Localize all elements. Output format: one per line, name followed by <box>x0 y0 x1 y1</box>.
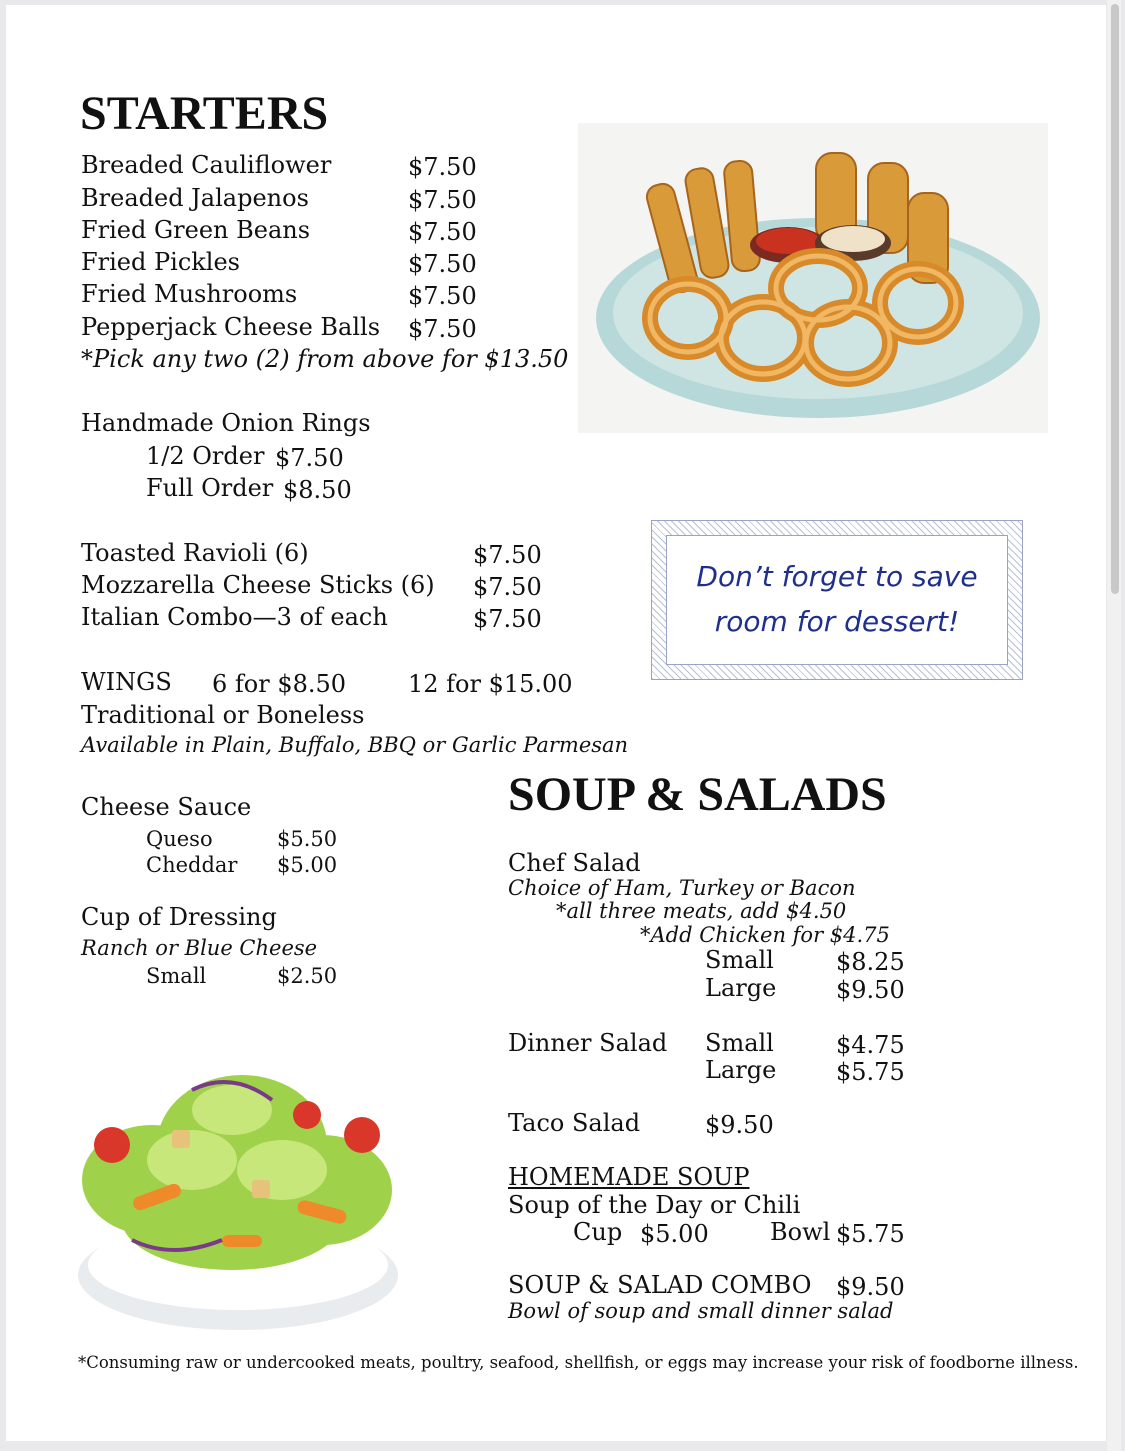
scrollbar-thumb[interactable] <box>1111 4 1119 594</box>
onion-rings-full-label: Full Order <box>146 474 274 502</box>
menu-item-price: $7.50 <box>408 153 477 181</box>
menu-item-name: Mozzarella Cheese Sticks (6) <box>81 571 435 599</box>
soup-cup: Cup <box>573 1218 623 1246</box>
menu-item-name: Toasted Ravioli (6) <box>81 539 309 567</box>
dressing-price: $2.50 <box>277 964 338 988</box>
chef-salad-choice: Choice of Ham, Turkey or Bacon <box>508 876 856 900</box>
dessert-line-1: Don’t forget to save <box>696 560 978 594</box>
wings-label: WINGS <box>81 668 172 696</box>
menu-page <box>6 5 1106 1441</box>
onion-rings-half-price: $7.50 <box>275 444 344 472</box>
menu-item-name: Breaded Cauliflower <box>81 151 332 179</box>
menu-item-price: $7.50 <box>473 541 542 569</box>
combo-price: $9.50 <box>836 1273 905 1301</box>
dinner-salad-large-price: $5.75 <box>836 1058 905 1086</box>
chef-salad-add-chicken: *Add Chicken for $4.75 <box>640 923 890 947</box>
cheese-option-name: Queso <box>146 827 213 851</box>
chef-salad-small-price: $8.25 <box>836 948 905 976</box>
dressing-types: Ranch or Blue Cheese <box>81 936 318 960</box>
wings-twelve-price: 12 for $15.00 <box>408 670 573 698</box>
chef-salad-large: Large <box>705 974 777 1002</box>
chef-salad-small: Small <box>705 946 774 974</box>
menu-item-price: $7.50 <box>408 218 477 246</box>
dinner-salad-large: Large <box>705 1056 777 1084</box>
cheese-option-price: $5.00 <box>277 853 338 877</box>
onion-rings-full-price: $8.50 <box>283 476 352 504</box>
dinner-salad-small: Small <box>705 1029 774 1057</box>
onion-rings-half-label: 1/2 Order <box>146 442 265 470</box>
starters-heading: STARTERS <box>80 87 329 140</box>
soup-bowl-price: $5.75 <box>836 1220 905 1248</box>
dressing-name: Cup of Dressing <box>81 903 277 931</box>
menu-item-price: $7.50 <box>408 315 477 343</box>
dinner-salad-name: Dinner Salad <box>508 1029 668 1057</box>
foodborne-illness-disclaimer: *Consuming raw or undercooked meats, poultry, seafood, shellfish, or eggs may increase your risk of foodborne illness. <box>78 1353 1079 1372</box>
menu-item-name: Italian Combo—3 of each <box>81 603 388 631</box>
menu-item-price: $7.50 <box>473 573 542 601</box>
cheese-option-name: Cheddar <box>146 853 238 877</box>
menu-item-name: Breaded Jalapenos <box>81 184 309 212</box>
chef-salad-all-meats: *all three meats, add $4.50 <box>556 899 847 923</box>
combo-name: SOUP & SALAD COMBO <box>508 1271 812 1299</box>
cheese-option-price: $5.50 <box>277 827 338 851</box>
wings-flavors: Available in Plain, Buffalo, BBQ or Garlic Parmesan <box>81 733 629 757</box>
homemade-soup-heading: HOMEMADE SOUP <box>508 1163 750 1191</box>
soup-salads-heading: SOUP & SALADS <box>508 768 887 821</box>
menu-item-price: $7.50 <box>408 250 477 278</box>
wings-style: Traditional or Boneless <box>81 701 365 729</box>
pick-two-note: *Pick any two (2) from above for $13.50 <box>81 345 569 373</box>
salad-bowl-image <box>72 1030 404 1340</box>
menu-item-price: $7.50 <box>408 186 477 214</box>
taco-salad-price: $9.50 <box>705 1111 774 1139</box>
menu-item-price: $7.50 <box>473 605 542 633</box>
cheese-sauce-name: Cheese Sauce <box>81 793 252 821</box>
soup-bowl: Bowl <box>770 1218 831 1246</box>
taco-salad-name: Taco Salad <box>508 1109 641 1137</box>
dinner-salad-small-price: $4.75 <box>836 1031 905 1059</box>
onion-rings-name: Handmade Onion Rings <box>81 409 371 437</box>
dessert-reminder-box <box>651 520 1023 680</box>
dessert-line-2: room for dessert! <box>714 605 960 638</box>
chef-salad-name: Chef Salad <box>508 849 641 877</box>
menu-item-price: $7.50 <box>408 282 477 310</box>
wings-six-price: 6 for $8.50 <box>212 670 347 698</box>
dressing-size: Small <box>146 964 207 988</box>
menu-item-name: Fried Pickles <box>81 248 240 276</box>
menu-item-name: Fried Green Beans <box>81 216 311 244</box>
menu-item-name: Fried Mushrooms <box>81 280 298 308</box>
soup-desc: Soup of the Day or Chili <box>508 1191 801 1219</box>
chef-salad-large-price: $9.50 <box>836 976 905 1004</box>
combo-desc: Bowl of soup and small dinner salad <box>508 1299 894 1323</box>
soup-cup-price: $5.00 <box>640 1220 709 1248</box>
appetizer-platter-image <box>578 123 1048 433</box>
menu-item-name: Pepperjack Cheese Balls <box>81 313 381 341</box>
